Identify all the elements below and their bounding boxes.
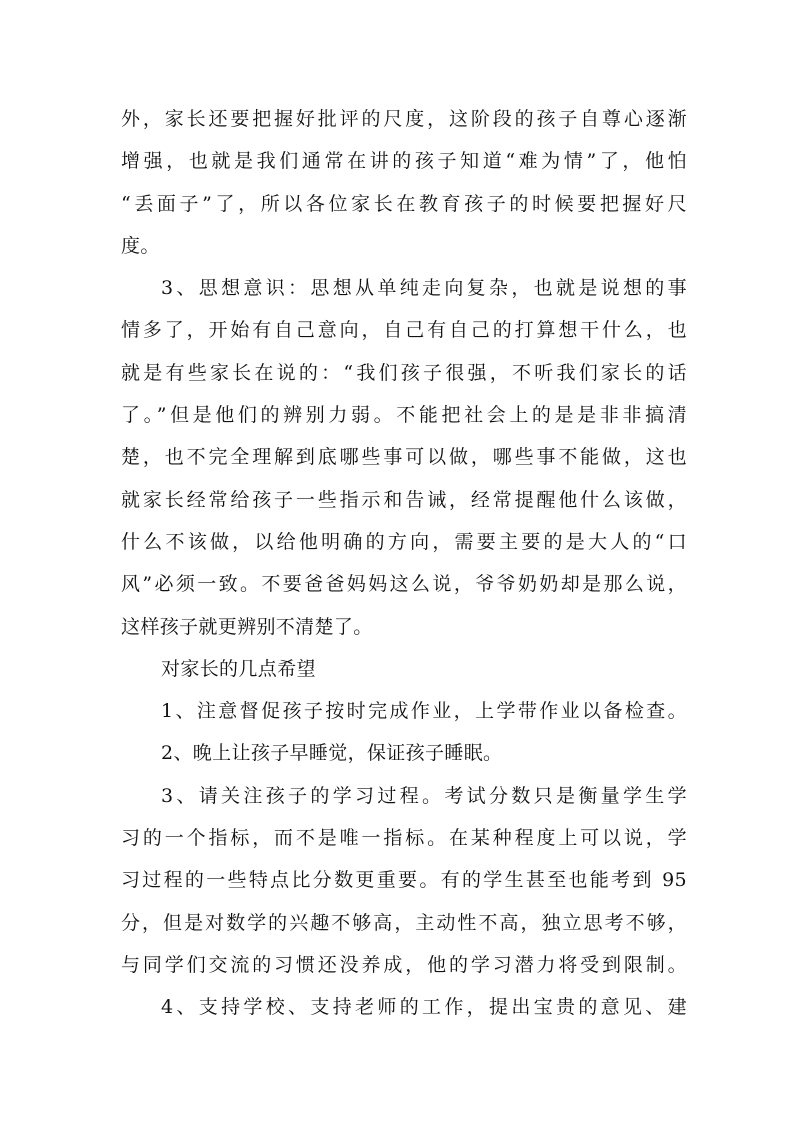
text-line: 风”必须一致。不要爸爸妈妈这么说，爷爷奶奶却是那么说， (121, 573, 687, 596)
text-line: 这样孩子就更辨别不清楚了。 (121, 615, 373, 638)
list-item: 4、支持学校、支持老师的工作，提出宝贵的意见、建 (161, 996, 687, 1019)
text-line: 增强，也就是我们通常在讲的孩子知道“难为情”了，他怕 (121, 150, 687, 173)
text-line: 外，家长还要把握好批评的尺度，这阶段的孩子自尊心逐渐 (121, 108, 687, 130)
text-line: 就家长经常给孩子一些指示和告诫，经常提醒他什么该做， (121, 488, 687, 511)
text-line: 什么不该做，以给他明确的方向，需要主要的是大人的“口 (121, 530, 687, 553)
list-item: 2、晚上让孩子早睡觉，保证孩子睡眠。 (161, 742, 503, 765)
text-line: 了。”但是他们的辨别力弱。不能把社会上的是是非非搞清 (121, 404, 687, 427)
text-line: 楚，也不完全理解到底哪些事可以做，哪些事不能做，这也 (121, 446, 687, 469)
text-line: 与同学们交流的习惯还没养成，他的学习潜力将受到限制。 (121, 953, 687, 976)
list-item: 3、请关注孩子的学习过程。考试分数只是衡量学生学 (161, 784, 687, 807)
text-line: 情多了，开始有自己意向，自己有自己的打算想干什么，也 (121, 319, 687, 342)
text-line: “丢面子”了，所以各位家长在教育孩子的时候要把握好尺 (121, 192, 687, 215)
paragraph-thinking-awareness: 3、思想意识：思想从单纯走向复杂，也就是说想的事 (161, 277, 687, 300)
text-line: 习过程的一些特点比分数更重要。有的学生甚至也能考到 95 (121, 869, 687, 892)
text-line: 度。 (121, 234, 160, 257)
document-body (121, 98, 687, 1029)
text-line: 习的一个指标，而不是唯一指标。在某种程度上可以说，学 (121, 827, 687, 850)
list-item: 1、注意督促孩子按时完成作业，上学带作业以备检查。 (161, 700, 687, 723)
text-line: 就是有些家长在说的：“我们孩子很强，不听我们家长的话 (121, 361, 687, 384)
section-heading: 对家长的几点希望 (161, 657, 316, 680)
text-line: 分，但是对数学的兴趣不够高，主动性不高，独立思考不够， (121, 911, 687, 934)
